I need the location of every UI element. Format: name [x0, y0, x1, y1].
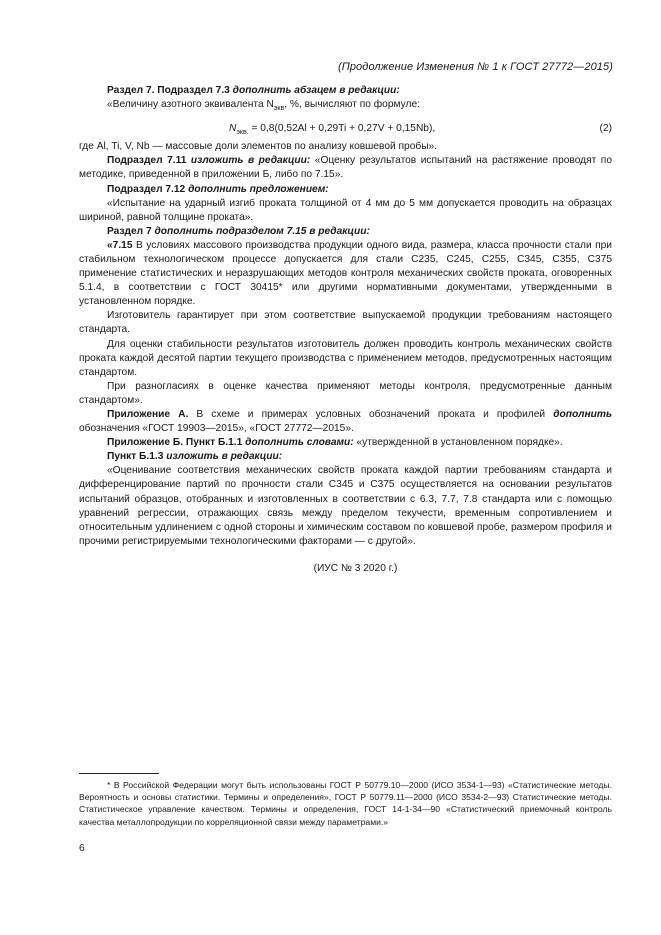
paragraph-impact: «Испытание на ударный изгиб проката толщиной от 4 мм до 5 мм допускается проводить на образцах шириной, равной толщине проката».: [79, 197, 612, 223]
paragraph-guarantee: Изготовитель гарантирует при этом соответствие выпускаемой продукции требованиям настоящего стандарта.: [79, 310, 612, 336]
document-body: [79, 84, 612, 549]
paragraph-7-15-text: «7.15 В условиях массового производства продукции одного вида, размера, класса прочности стали при стабильном технологическом процессе допускается для стали С235, С245, С255, С345, С355, С375 применение статистических и неразрушающих методов контроля механических свойств проката, оговоренных 5.1.4, в соответствии с ГОСТ 30415* или другими нормативными документами, утвержденными в установленном порядке.: [79, 239, 612, 308]
formula-row: [79, 118, 612, 140]
paragraph-7-12: Подраздел 7.12 дополнить предложением:: [107, 183, 329, 195]
page-header: (Продолжение Изменения № 1 к ГОСТ 27772—2015): [338, 61, 613, 73]
paragraph-b-1-3: Пункт Б.1.3 изложить в редакции:: [107, 451, 283, 463]
paragraph-appendix-b: Приложение Б. Пункт Б.1.1 дополнить словами: «утвержденной в установленном порядке».: [107, 437, 563, 449]
footnote: * В Российской Федерации могут быть использованы ГОСТ Р 50779.10—2000 (ИСО 3534-1—93) «Статистические методы. Вероятность и основы статистики. Термины и определения», ГОСТ Р 50779.11—2000 (ИСО 3534-2—93) Статистические методы. Статистическое управление качеством. Термины и определения, ГОСТ 14-1-34—90 «Статистический приемочный контроль качества металлопродукции по корреляционной связи между параметрами.»: [79, 780, 612, 827]
paragraph-section7-15: Раздел 7 дополнить подразделом 7.15 в редакции:: [107, 225, 370, 237]
paragraph-stability: Для оценки стабильности результатов изготовитель должен проводить контроль механических свойств проката каждой десятой партии текущего производства с применением методов, предусмотренных настоящим стандартом.: [79, 338, 612, 378]
page-number: 6: [79, 843, 85, 854]
paragraph-section7-3: Раздел 7. Подраздел 7.3 дополнить абзацем в редакции:: [107, 85, 400, 96]
paragraph-appendix-a: Приложение А. В схеме и примерах условных обозначений проката и профилей дополнить обозначения «ГОСТ 19903—2015», «ГОСТ 27772—2015».: [79, 409, 612, 435]
paragraph-assessment: «Оценивание соответствия механических свойств проката каждой партии требованиям стандарта и дифференцирование партий по прочности стали С345 и С375 осуществляется на основании результатов испытаний образцов, отобранных и изготовленных в соответствии с 6.3, 7.7, 7.8 стандарта или с помощью уравнений регрессии, отражающих связь между пределом текучести, временным сопротивлением и относительным удлинением с одной стороны и химическим составом по ковшевой пробе, размером профиля и прочими регистрируемыми технологическими факторами — с другой».: [79, 465, 612, 547]
formula-number: (2): [599, 123, 612, 135]
ius-reference: (ИУС № 3 2020 г.): [313, 563, 398, 574]
paragraph-7-11: Подраздел 7.11 изложить в редакции: «Оценку результатов испытаний на растяжение проводят по методике, приведенной в приложении Б, либо по 7.15».: [79, 155, 612, 181]
formula: $N_{экв.} = 0,8(0,52Al + 0,29Ti + 0,27V + 0,15Nb)$,: [229, 123, 436, 137]
paragraph-disagreements: При разногласиях в оценке качества применяют методы контроля, предусмотренные данным стандартом».: [79, 380, 612, 406]
paragraph-nitrogen: «Величину азотного эквивалента $N_{экв}$, %, вычисляют по формуле:: [107, 99, 420, 113]
footnote-divider: [79, 773, 159, 774]
paragraph-where: где Al, Ti, V, Nb — массовые доли элементов по анализу ковшевой пробы».: [79, 141, 438, 153]
